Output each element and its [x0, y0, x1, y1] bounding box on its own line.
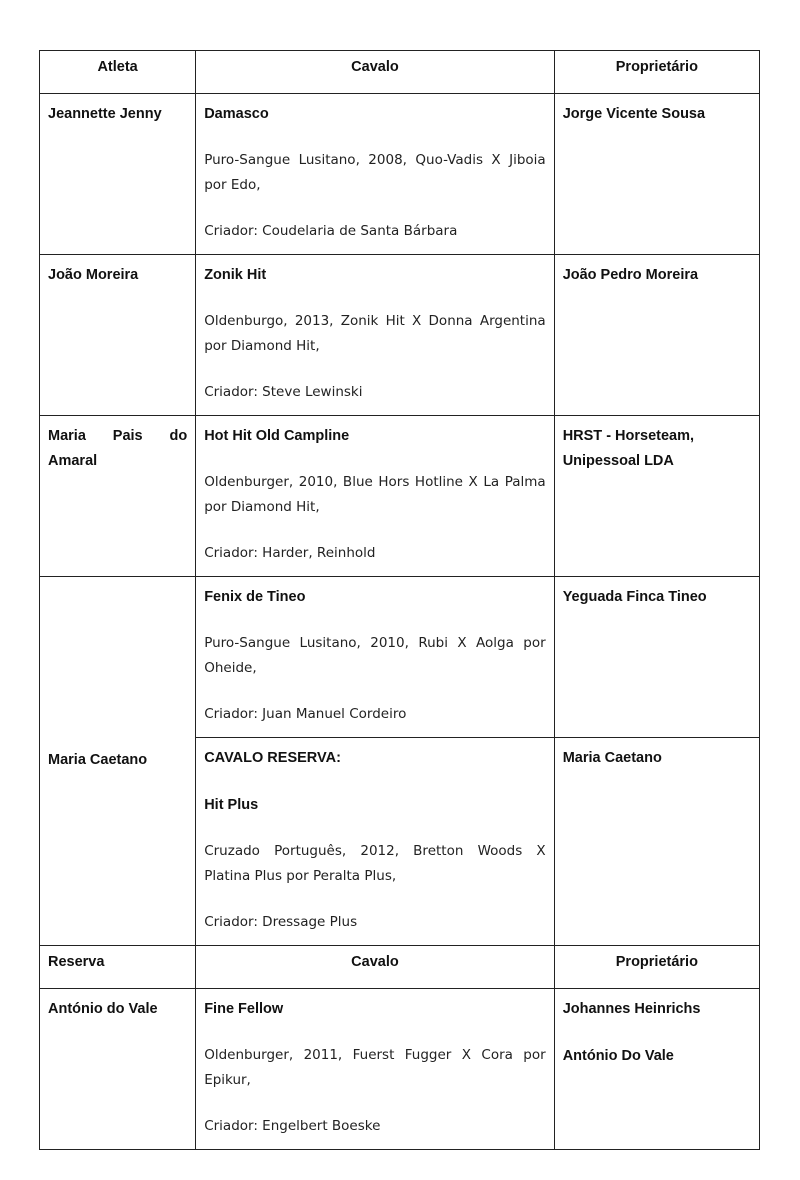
horse-cell	[196, 738, 554, 946]
owner-name: Yeguada Finca Tineo	[562, 589, 707, 605]
owner-name: Jorge Vicente Sousa	[562, 106, 706, 122]
horse-cell	[196, 94, 554, 255]
athlete-cell	[40, 577, 196, 946]
athlete-cell	[40, 94, 196, 255]
table-header-row	[40, 51, 760, 94]
horse-name: Hit Plus	[204, 797, 259, 813]
horse-breeder: Criador: Juan Manuel Cordeiro	[204, 706, 407, 722]
header-owner: Proprietário	[554, 946, 759, 989]
horse-name: Zonik Hit	[204, 267, 267, 283]
athlete-cell	[40, 255, 196, 416]
horse-description: Oldenburger, 2011, Fuerst Fugger X Cora por Epikur,	[204, 1047, 546, 1088]
horse-description: Puro-Sangue Lusitano, 2008, Quo-Vadis X Jiboia por Edo,	[204, 152, 546, 193]
header-athlete: Atleta	[40, 51, 196, 94]
horse-name: Fine Fellow	[204, 1001, 284, 1017]
owner-cell	[554, 94, 759, 255]
horse-name: Hot Hit Old Campline	[204, 428, 350, 444]
horse-description: Cruzado Português, 2012, Bretton Woods X Platina Plus por Peralta Plus,	[204, 843, 546, 884]
owner-name: HRST - Horseteam, Unipessoal LDA	[562, 428, 695, 469]
owner-cell	[554, 416, 759, 577]
owner-name: António Do Vale	[562, 1048, 674, 1064]
header-horse: Cavalo	[196, 51, 554, 94]
owner-name: Maria Caetano	[562, 750, 662, 766]
athlete-cell	[40, 416, 196, 577]
horse-breeder: Criador: Coudelaria de Santa Bárbara	[204, 223, 458, 239]
athlete-name: João Moreira	[48, 267, 139, 283]
table-row	[40, 577, 760, 738]
reserve-horse-label: CAVALO RESERVA:	[204, 750, 341, 766]
athlete-name: Maria Caetano	[48, 751, 148, 768]
header-reserve: Reserva	[40, 946, 196, 989]
horse-name: Damasco	[204, 106, 269, 122]
owner-cell	[554, 255, 759, 416]
horse-breeder: Criador: Dressage Plus	[204, 914, 358, 930]
table-row	[40, 989, 760, 1150]
horse-description: Puro-Sangue Lusitano, 2010, Rubi X Aolga por Oheide,	[204, 635, 546, 676]
athlete-cell	[40, 989, 196, 1150]
header-horse: Cavalo	[196, 946, 554, 989]
table-row	[40, 255, 760, 416]
owner-name: João Pedro Moreira	[562, 267, 699, 283]
entries-table	[39, 50, 760, 1150]
horse-breeder: Criador: Harder, Reinhold	[204, 545, 376, 561]
owner-cell	[554, 989, 759, 1150]
athlete-name: Jeannette Jenny	[48, 106, 162, 122]
owner-cell	[554, 577, 759, 738]
horse-breeder: Criador: Engelbert Boeske	[204, 1118, 381, 1134]
athlete-name: António do Vale	[48, 1001, 158, 1017]
owner-cell	[554, 738, 759, 946]
horse-description: Oldenburger, 2010, Blue Hors Hotline X La Palma por Diamond Hit,	[204, 474, 546, 515]
table-row	[40, 94, 760, 255]
horse-description: Oldenburgo, 2013, Zonik Hit X Donna Argentina por Diamond Hit,	[204, 313, 546, 354]
horse-breeder: Criador: Steve Lewinski	[204, 384, 363, 400]
table-row	[40, 416, 760, 577]
horse-name: Fenix de Tineo	[204, 589, 306, 605]
horse-cell	[196, 416, 554, 577]
header-owner: Proprietário	[554, 51, 759, 94]
owner-name: Johannes Heinrichs	[562, 1001, 701, 1017]
reserve-header-row	[40, 946, 760, 989]
horse-cell	[196, 989, 554, 1150]
horse-cell	[196, 577, 554, 738]
athlete-name: Maria Pais do Amaral	[48, 428, 188, 469]
horse-cell	[196, 255, 554, 416]
